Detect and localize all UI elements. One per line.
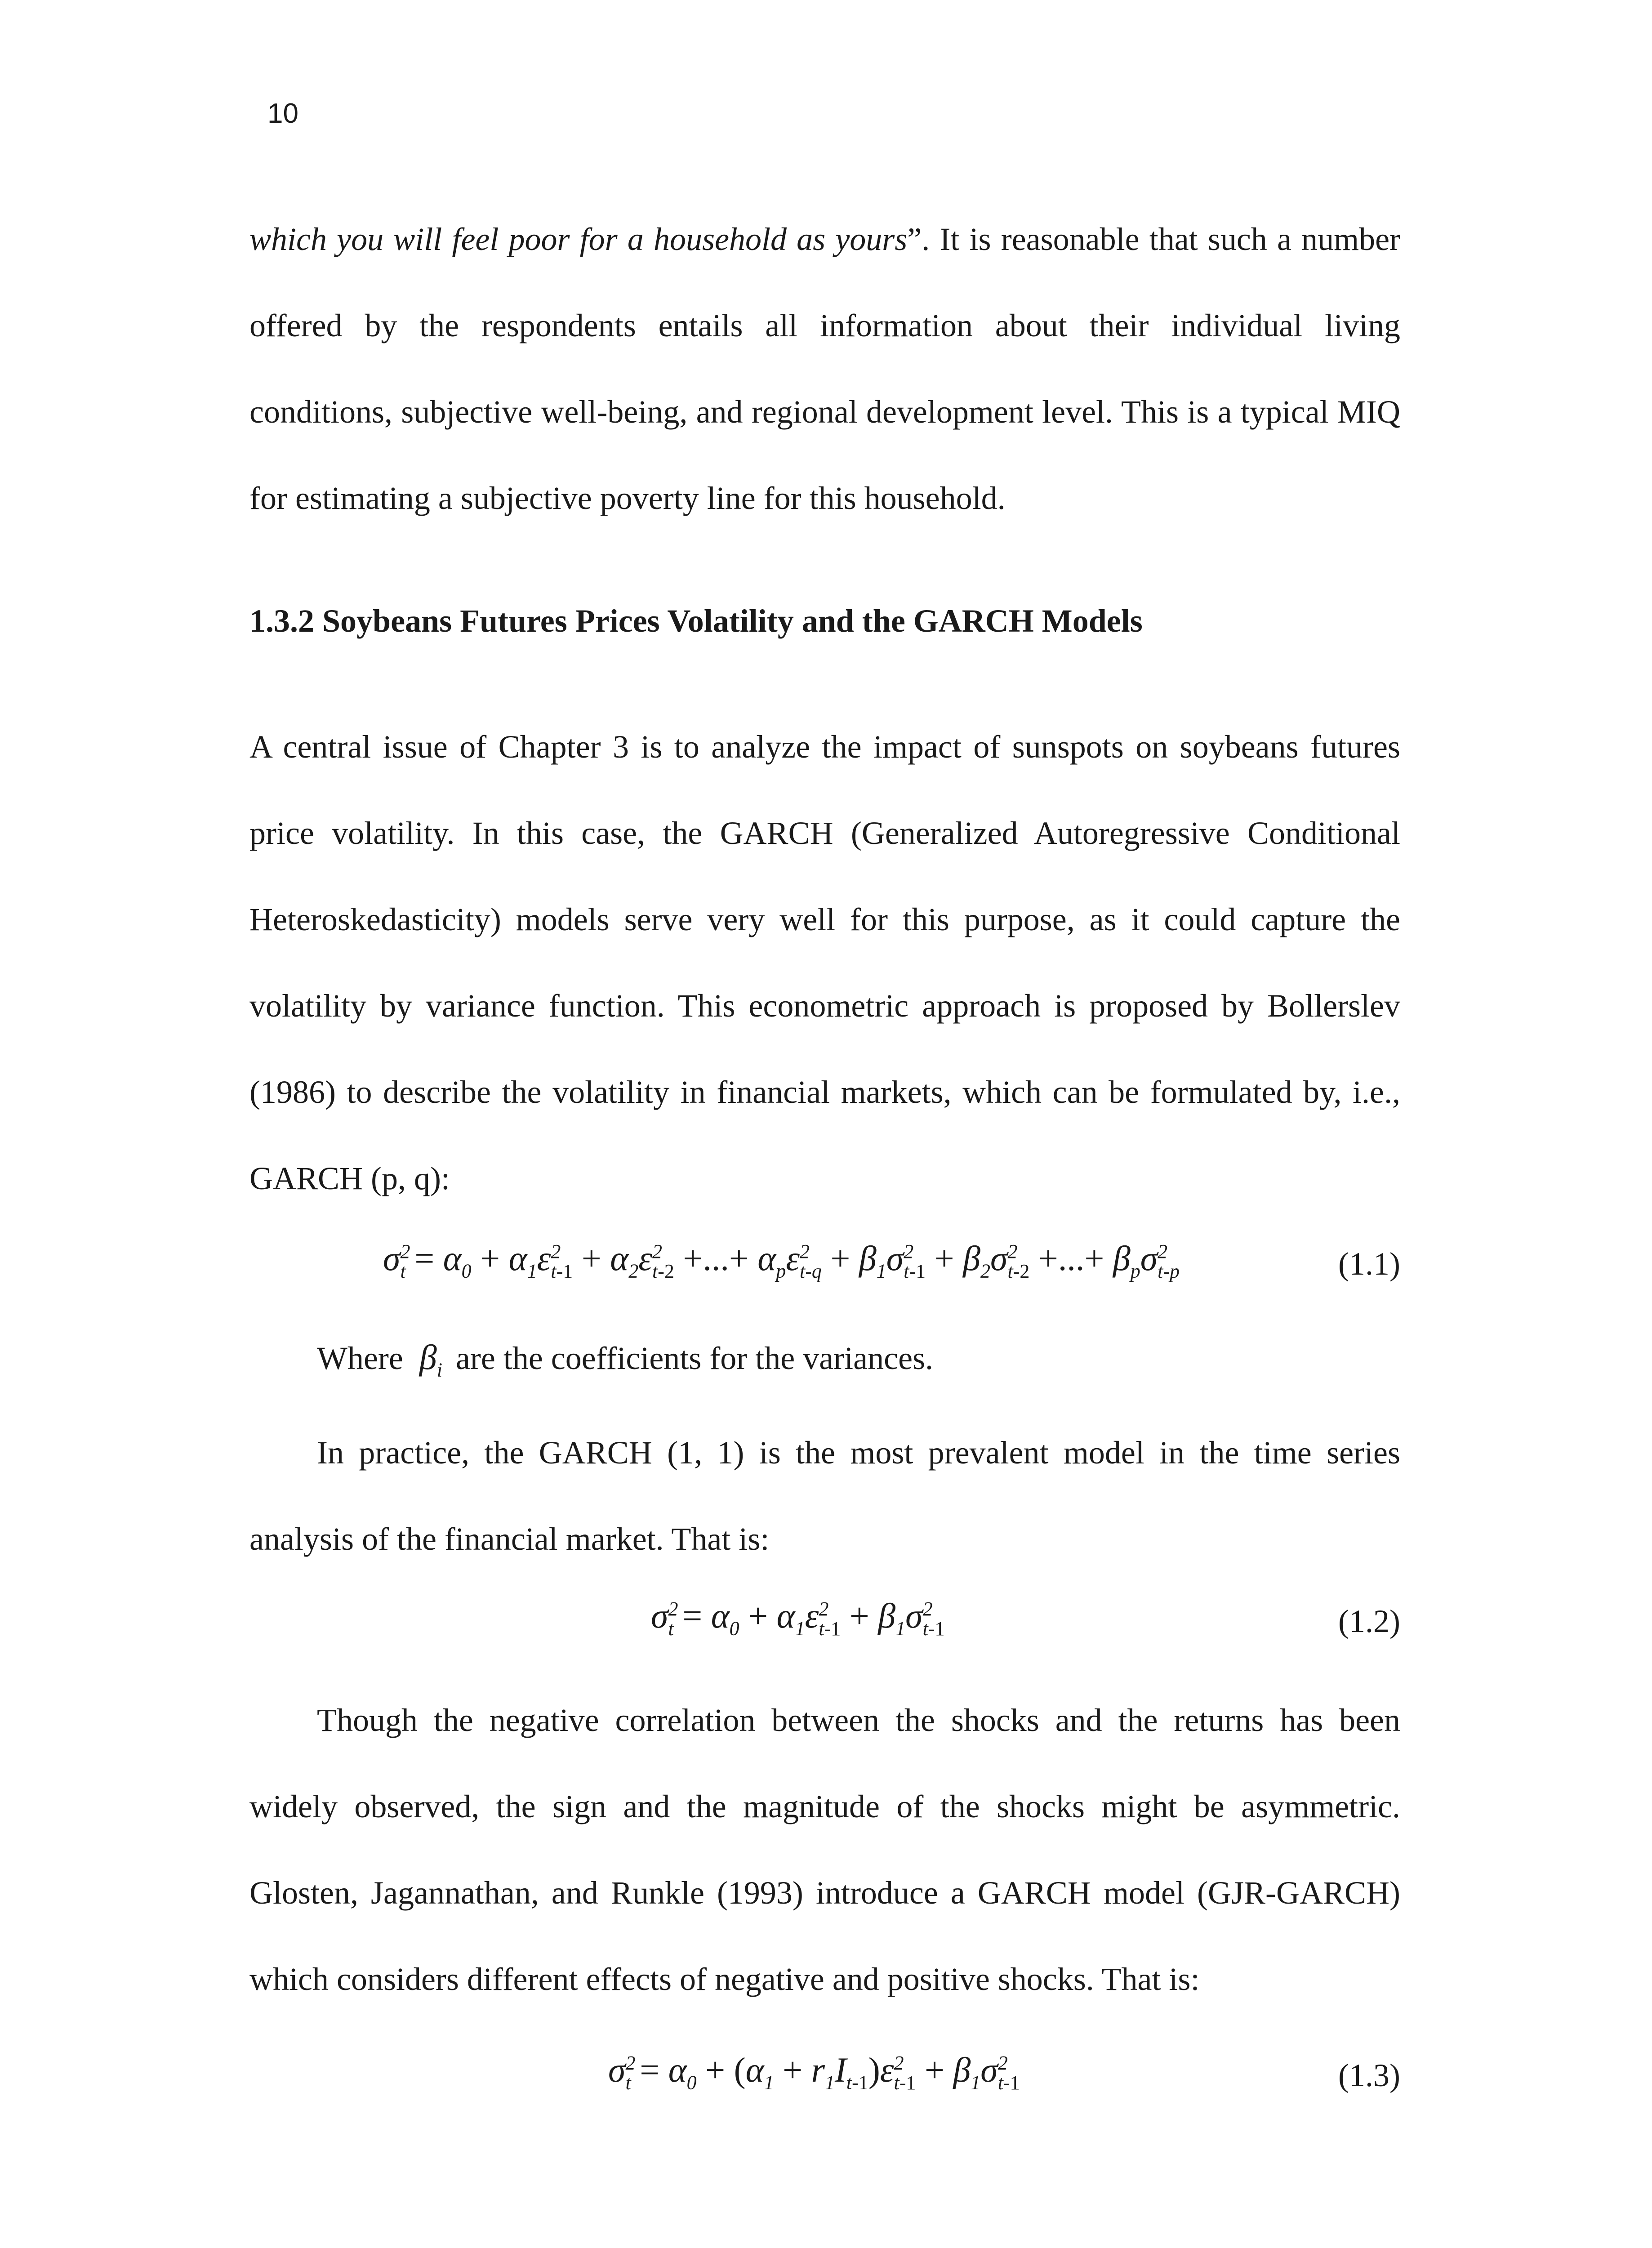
page-number-top: 10: [267, 98, 298, 129]
paragraph-1-text: ”. It is reasonable that such a number offered by the respondents entails all information about their individual living conditions, subjective well-being, and regional development level. This is a typical MIQ for estimating a subjective poverty line for this household.: [249, 221, 1401, 516]
where-line: [317, 1340, 933, 1380]
beta-i-symbol: $\beta_i$: [419, 1338, 442, 1381]
section-heading: 1.3.2 Soybeans Futures Prices Volatility and the GARCH Models: [249, 603, 1143, 639]
paragraph-1: [249, 196, 1400, 541]
equation-1-1: $\sigma^2_t = \alpha_0 + \alpha_1\varepsilon^2_{t-1} + \alpha_2\varepsilon^2_{t-2}$ +...+ $\alpha_p\varepsilon^2_{t-q} + \beta_1\sigma^2_{t-1} + \beta_2\sigma^2_{t-2}$ +...+ $\beta_p\sigma^2_{t-p}$: [383, 1239, 1180, 1282]
equation-number-1-2: (1.2): [1338, 1603, 1400, 1639]
equation-1-2: $\sigma^2_t = \alpha_0 + \alpha_1\varepsilon^2_{t-1} + \beta_1\sigma^2_{t-1}$: [651, 1596, 945, 1640]
paragraph-4: Though the negative correlation between the shocks and the returns has been widely observed, the sign and the magnitude of the shocks might be asymmetric. Glosten, Jagannathan, and Runkle (1993) introduce a GARCH model (GJR-GARCH) which considers different effects of negative and positive shocks. That is:: [249, 1702, 1400, 1997]
equation-1-3: $\sigma^2_t = \alpha_0 + (\alpha_1 + r_1I_{t-1})\varepsilon^2_{t-1} + \beta_1\sigma^2_{t-1}$: [608, 2050, 1020, 2094]
where-suffix: are the coefficients for the variances.: [455, 1340, 934, 1376]
paragraph-3: In practice, the GARCH (1, 1) is the most prevalent model in the time series analysis of the financial market. That is:: [249, 1435, 1400, 1557]
equation-number-1-1: (1.1): [1338, 1246, 1400, 1282]
equation-number-1-3: (1.3): [1338, 2057, 1400, 2093]
where-prefix: Where: [317, 1340, 403, 1376]
quoted-question: which you will feel poor for a household as yours: [249, 221, 908, 257]
paragraph-2: A central issue of Chapter 3 is to analyze the impact of sunspots on soybeans futures price volatility. In this case, the GARCH (Generalized Autoregressive Conditional Heteroskedasticity) models serve very well for this purpose, as it could capture the volatility by variance function. This econometric approach is proposed by Bollerslev (1986) to describe the volatility in financial markets, which can be formulated by, i.e., GARCH (p, q):: [249, 729, 1400, 1196]
